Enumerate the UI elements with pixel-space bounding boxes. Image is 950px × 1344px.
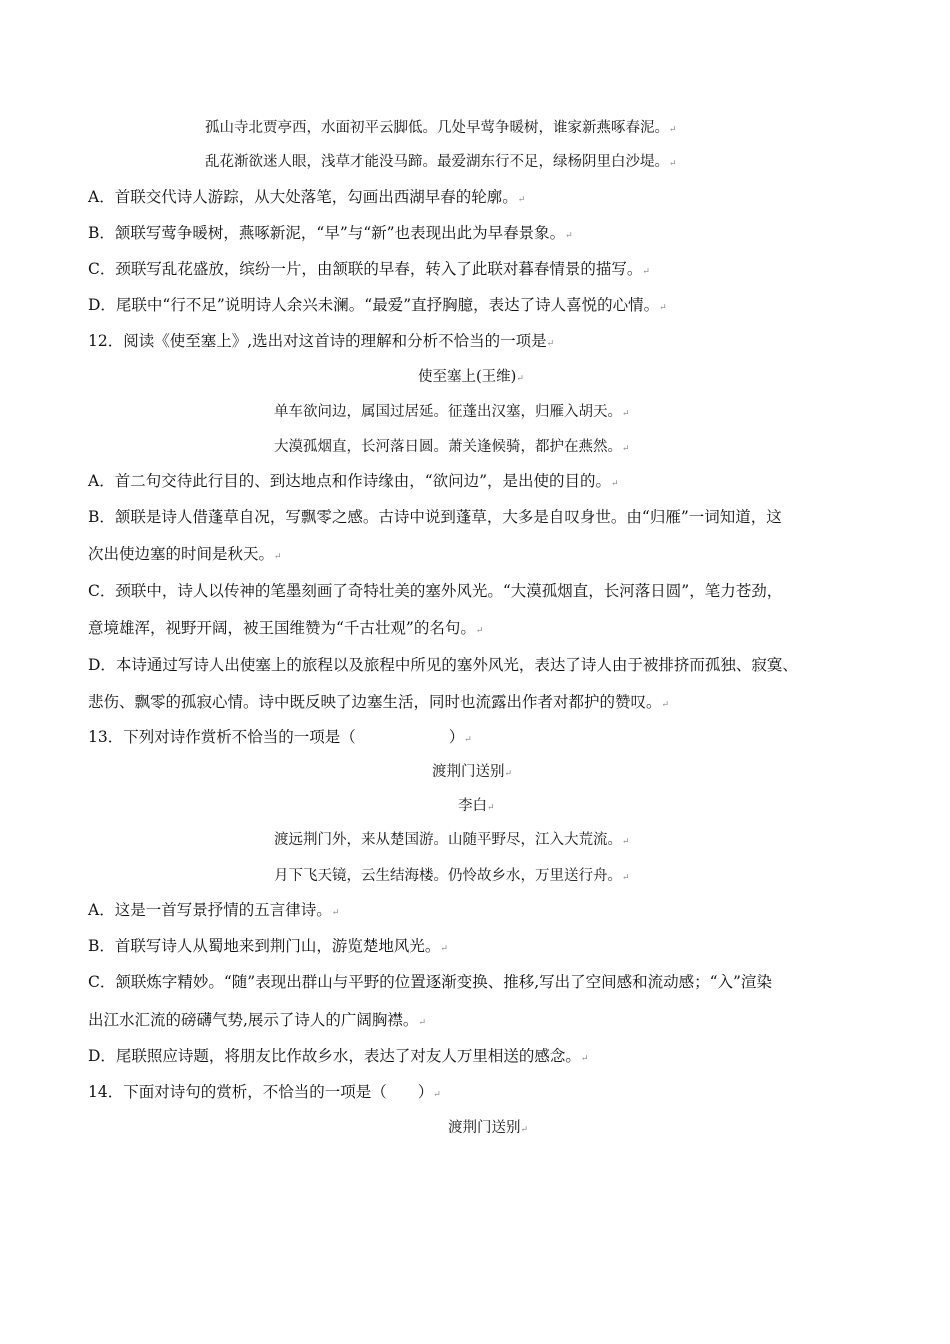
option-c: C．颈联写乱花盛放，缤纷一片，由颔联的早春，转入了此联对暮春情景的描写。↵: [88, 260, 650, 278]
option-d: D．尾联中“行不足”说明诗人余兴未澜。“最爱”直抒胸臆，表达了诗人喜悦的心情。↵: [88, 296, 667, 314]
option-a: A．首联交代诗人游踪，从大处落笔，勾画出西湖早春的轮廓。↵: [88, 188, 526, 206]
paragraph-mark: ↵: [274, 552, 282, 562]
paragraph-mark: ↵: [611, 479, 619, 489]
paragraph-mark: ↵: [661, 700, 670, 710]
paragraph-mark: ↵: [622, 444, 630, 454]
paragraph-mark: ↵: [464, 735, 472, 745]
poem-line: 乱花渐欲迷人眼，浅草才能没马蹄。最爱湖东行不足，绿杨阴里白沙堤。↵: [205, 154, 677, 170]
paragraph-mark: ↵: [580, 1054, 589, 1064]
option-d: D．本诗通过写诗人出使塞上的旅程以及旅程中所见的塞外风光，表达了诗人由于被排挤而孤独、寂寞、: [88, 656, 798, 674]
option-a: A．首二句交待此行目的、到达地点和作诗缘由，“欲问边”，是出使的目的。↵: [88, 472, 619, 490]
paragraph-mark: ↵: [418, 1018, 426, 1028]
paragraph-mark: ↵: [642, 267, 650, 277]
poem-line: 渡远荆门外，来从楚国游。山随平野尽，江入大荒流。↵: [274, 832, 630, 848]
option-c: C．颈联中，诗人以传神的笔墨刻画了奇特壮美的塞外风光。“大漠孤烟直，长河落日圆”，笔力苍劲，: [88, 582, 783, 600]
paragraph-mark: ↵: [504, 769, 513, 779]
paragraph-mark: ↵: [520, 1125, 529, 1135]
option-d: D．尾联照应诗题，将朋友比作故乡水，表达了对友人万里相送的感念。↵: [88, 1047, 589, 1065]
question-14-stem: 14．下面对诗句的赏析，不恰当的一项是（ ）↵: [88, 1083, 441, 1101]
paragraph-mark: ↵: [659, 303, 667, 313]
paragraph-mark: ↵: [669, 125, 677, 135]
option-b: B．首联写诗人从蜀地来到荆门山，游览楚地风光。↵: [88, 937, 448, 955]
paragraph-mark: ↵: [622, 409, 630, 419]
poem-title: 使至塞上(王维)↵: [418, 369, 524, 385]
paragraph-mark: ↵: [516, 374, 524, 384]
paragraph-mark: ↵: [475, 626, 484, 636]
question-13-stem: 13．下列对诗作赏析不恰当的一项是（ ）↵: [88, 728, 472, 746]
paragraph-mark: ↵: [331, 908, 340, 918]
paragraph-mark: ↵: [565, 231, 573, 241]
poem-line: 月下飞天镜，云生结海楼。仍怜故乡水，万里送行舟。↵: [274, 868, 630, 884]
paragraph-mark: ↵: [546, 339, 555, 349]
poem-author: 李白↵: [458, 798, 495, 814]
poem-title: 渡荆门送别↵: [448, 1120, 529, 1136]
paragraph-mark: ↵: [517, 195, 526, 205]
question-12-stem: 12．阅读《使至塞上》,选出对这首诗的理解和分析不恰当的一项是↵: [88, 332, 555, 350]
option-c: C．颔联炼字精妙。“随”表现出群山与平野的位置逐渐变换、推移,写出了空间感和流动感；“入”渲染: [88, 973, 772, 991]
poem-line: 孤山寺北贾亭西，水面初平云脚低。几处早莺争暖树，谁家新燕啄春泥。↵: [205, 120, 677, 136]
paragraph-mark: ↵: [487, 803, 495, 813]
option-d-continued: 悲伤、飘零的孤寂心情。诗中既反映了边塞生活，同时也流露出作者对都护的赞叹。↵: [88, 693, 670, 711]
option-b-continued: 次出使边塞的时间是秋天。↵: [88, 545, 282, 563]
paragraph-mark: ↵: [622, 873, 630, 883]
option-c-continued: 出江水汇流的磅礴气势,展示了诗人的广阔胸襟。↵: [88, 1011, 426, 1029]
option-c-continued: 意境雄浑，视野开阔，被王国维赞为“千古壮观”的名句。↵: [88, 619, 484, 637]
option-a: A．这是一首写景抒情的五言律诗。↵: [88, 901, 340, 919]
option-b: B．颔联是诗人借蓬草自况，写飘零之感。古诗中说到蓬草，大多是自叹身世。由“归雁”一词知道，这: [88, 508, 782, 526]
poem-title: 渡荆门送别↵: [432, 764, 513, 780]
paragraph-mark: ↵: [433, 1090, 441, 1100]
paragraph-mark: ↵: [669, 159, 677, 169]
poem-line: 大漠孤烟直，长河落日圆。萧关逢候骑，都护在燕然。↵: [274, 439, 630, 455]
paragraph-mark: ↵: [622, 837, 630, 847]
paragraph-mark: ↵: [440, 944, 448, 954]
option-b: B．颔联写莺争暖树，燕啄新泥，“早”与“新”也表现出此为早春景象。↵: [88, 224, 573, 242]
poem-line: 单车欲问边，属国过居延。征蓬出汉塞，归雁入胡天。↵: [274, 404, 630, 420]
